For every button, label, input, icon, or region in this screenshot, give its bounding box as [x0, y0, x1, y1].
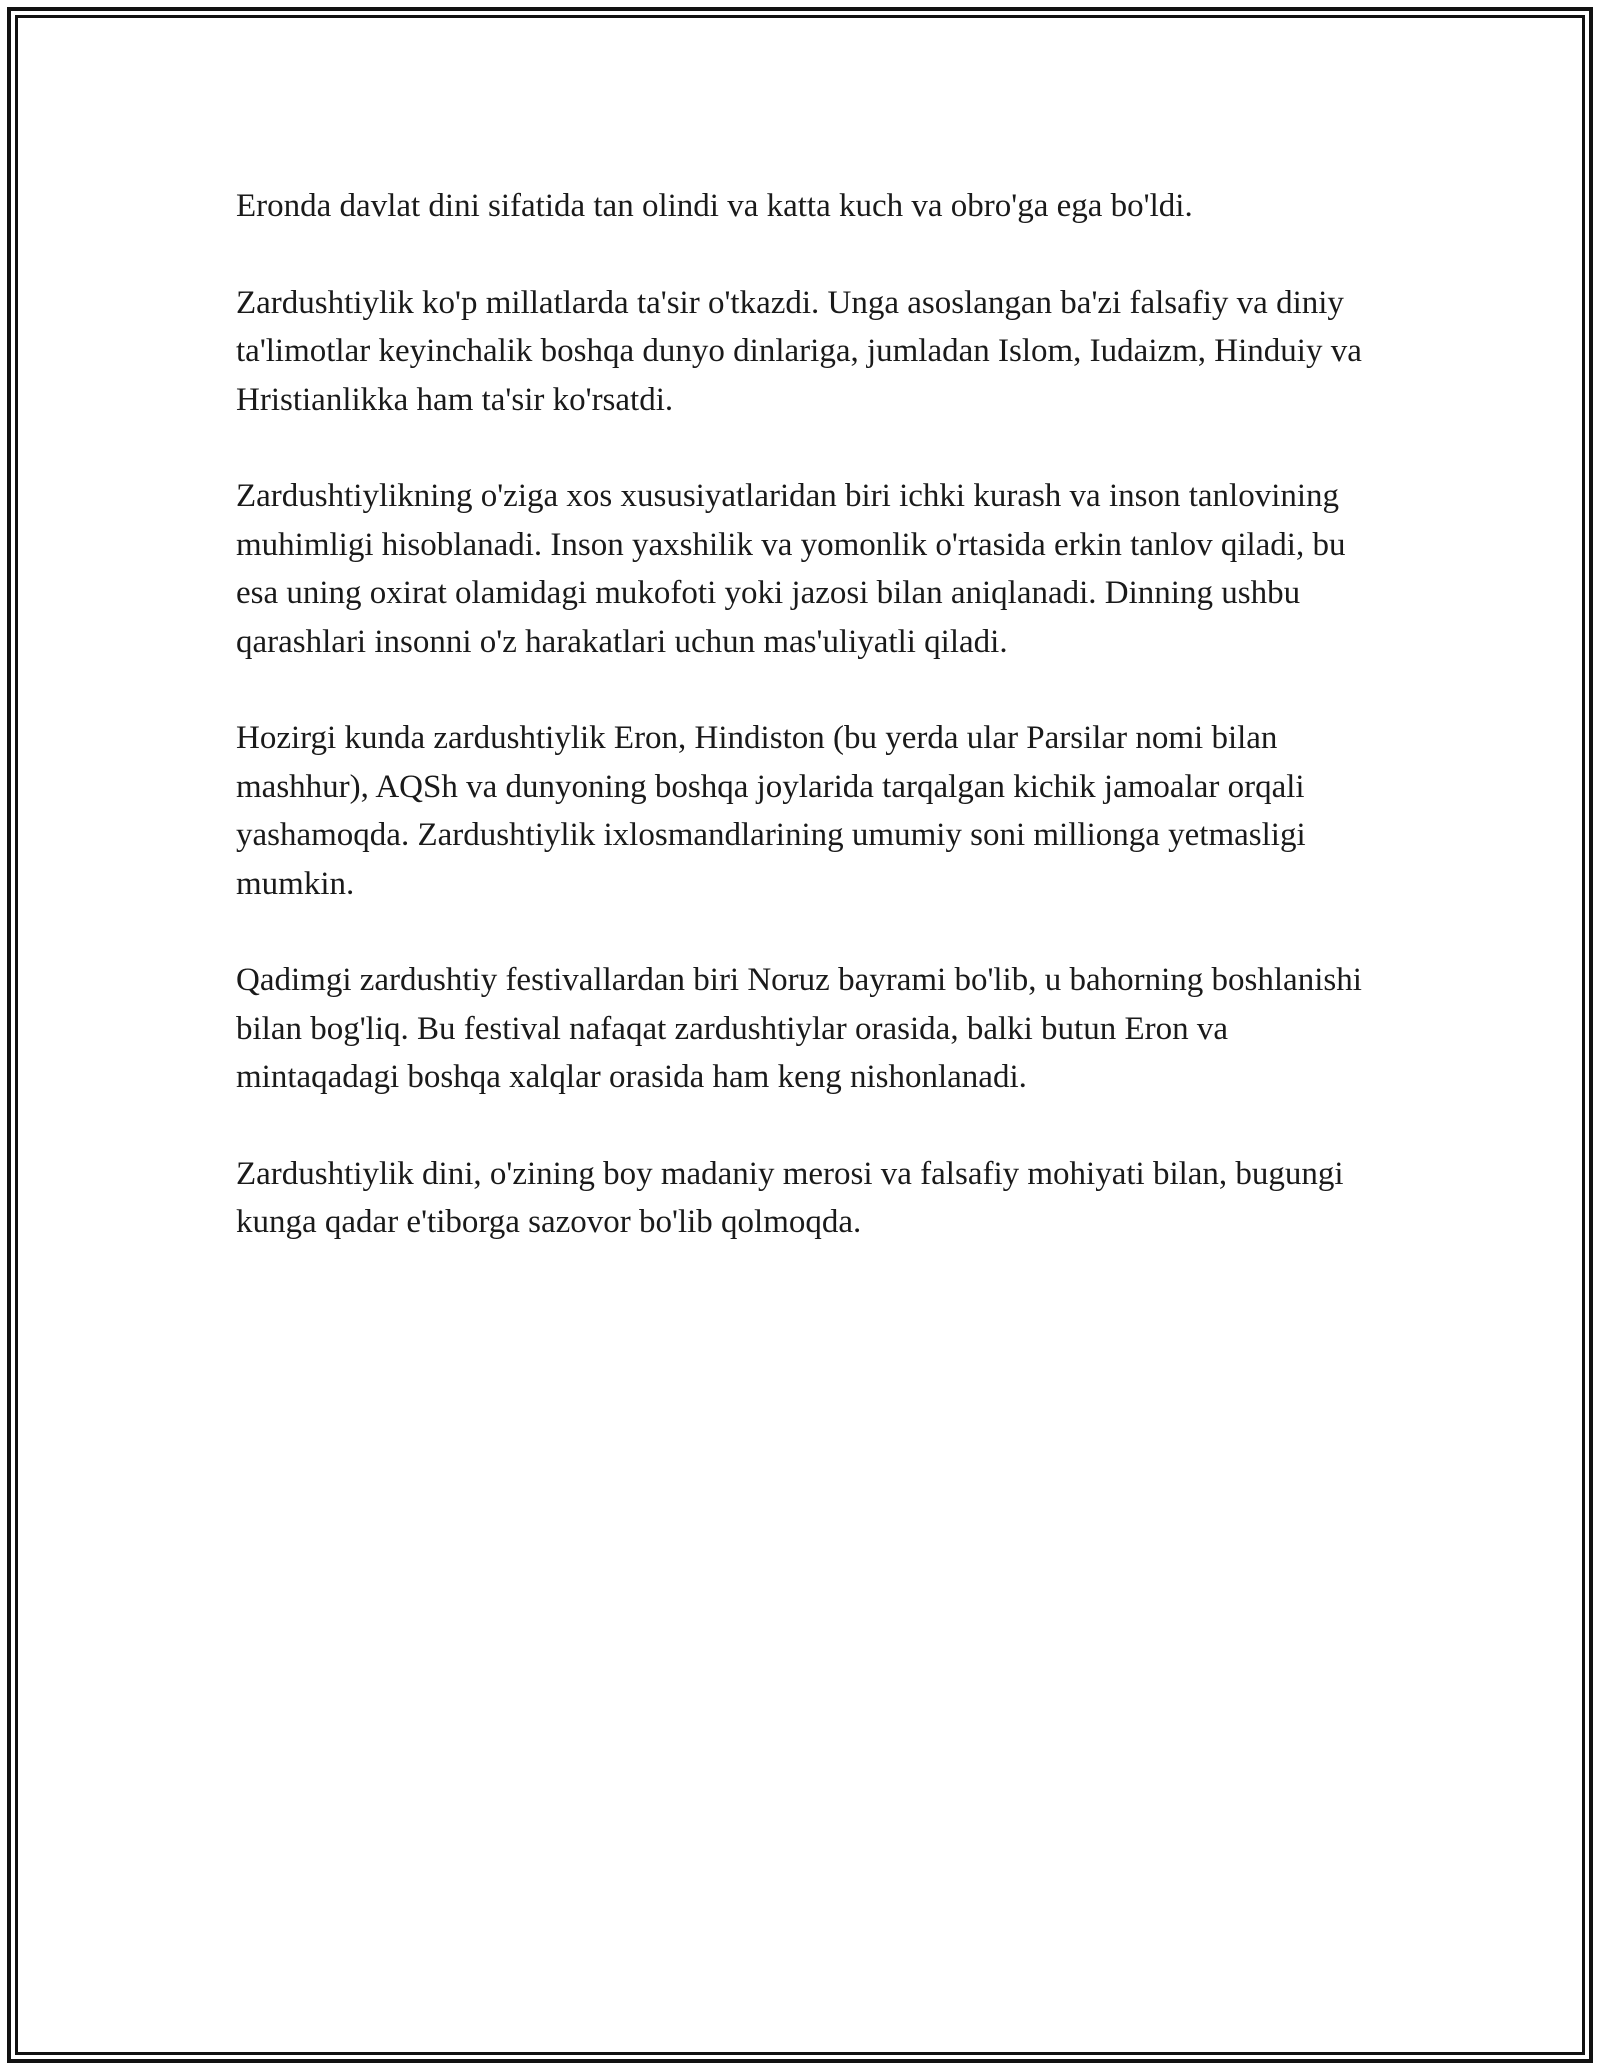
- paragraph-6: Zardushtiylik dini, o'zining boy madaniy merosi va falsafiy mohiyati bilan, bugungi kunga qadar e'tiborga sazovor bo'lib qolmoqda.: [236, 1155, 1344, 1240]
- paragraph-2: Zardushtiylik ko'p millatlarda ta'sir o'tkazdi. Unga asoslangan ba'zi falsafiy va diniy ta'limotlar keyinchalik boshqa dunyo dinlariga, jumladan Islom, Iudaizm, Hinduiy va Hristianlikka ham ta'sir ko'rsatdi.: [236, 284, 1362, 418]
- paragraph-3: Zardushtiylikning o'ziga xos xususiyatlaridan biri ichki kurash va inson tanlovining muhimligi hisoblanadi. Inson yaxshilik va yomonlik o'rtasida erkin tanlov qiladi, bu esa uning oxirat olamidagi mukofoti yoki jazosi bilan aniqlanadi. Dinning ushbu qarashlari insonni o'z harakatlari uchun mas'uliyatli qiladi.: [236, 478, 1346, 660]
- paragraph-1: Eronda davlat dini sifatida tan olindi va katta kuch va obro'ga ega bo'ldi.: [236, 188, 1193, 224]
- paragraph-5: Qadimgi zardushtiy festivallardan biri Noruz bayrami bo'lib, u bahorning boshlanishi bilan bog'liq. Bu festival nafaqat zardushtiylar orasida, balki butun Eron va mintaqadagi boshqa xalqlar orasida ham keng nishonlanadi.: [236, 962, 1362, 1095]
- paragraph-4: Hozirgi kunda zardushtiylik Eron, Hindiston (bu yerda ular Parsilar nomi bilan mashhur), AQSh va dunyoning boshqa joylarida tarqalgan kichik jamoalar orqali yashamoqda. Zardushtiylik ixlosmandlarining umumiy soni millionga yetmasligi mumkin.: [236, 720, 1306, 902]
- document-body: [236, 182, 1366, 1295]
